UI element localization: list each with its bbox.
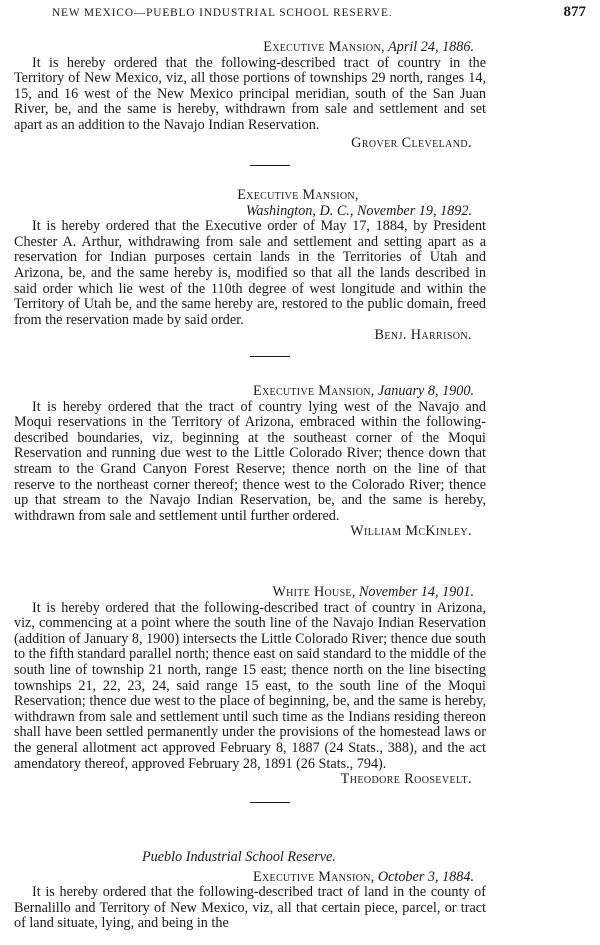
dateline: Executive Mansion, October 3, 1884.: [253, 868, 474, 885]
running-title: NEW MEXICO—PUEBLO INDUSTRIAL SCHOOL RESERVE.: [52, 7, 393, 19]
page-number: 877: [563, 4, 586, 20]
order-1900: [14, 384, 486, 540]
dateline-place: Executive Mansion: [263, 39, 381, 55]
order-text: It is hereby ordered that the following-described tract of country in Arizona, viz, commencing at a point where the south line of the Navajo Indian Reservation (addition of January 8, 1900) intersects the Little Colorado River; thence due south to the fifth standard parallel north; thence east on said standard to the middle of the south line of township 21 north, range 15 east; thence north on the line bisecting townships 21, 22, 23, 24, said range 15 east, to the south line of the Moqui Reservation; thence due west to the place of beginning, be, and the same is hereby, withdrawn from sale and settlement until such time as the Indians residing thereon shall have been settled permanently under the provisions of the homestead laws or the general allotment act approved February 8, 1887 (24 Stats., 388), and the act amendatory thereof, approved February 28, 1891 (26 Stats., 794).: [14, 599, 486, 772]
order-text: It is hereby ordered that the following-described tract of land in the county of Bernalillo and Territory of New Mexico, viz, all that certain piece, parcel, or tract of land situate, lying, and being in the: [14, 884, 486, 932]
dateline-place: White House: [272, 584, 352, 600]
dateline-location: Washington, D. C., November 19, 1892.: [245, 202, 472, 219]
section-heading: Pueblo Industrial School Reserve.: [142, 849, 336, 865]
signature: Theodore Roosevelt.: [340, 771, 472, 788]
order-1886: [14, 40, 486, 166]
separator-rule: [250, 802, 290, 803]
separator-rule: [250, 165, 290, 166]
order-text: It is hereby ordered that the Executive order of May 17, 1884, by President Chester A. Arthur, withdrawing from sale and settlement and setting apart as a reservation for Indian purposes certain lands in the Territories of Utah and Arizona, be, and the same hereby is, modified so that all the lands described in said order which lie west of the 110th degree of west longitude and within the Territory of Utah be, and the same hereby are, restored to the public domain, freed from the reservation made by said order.: [14, 218, 486, 328]
dateline-date: October 3, 1884.: [377, 868, 474, 885]
order-1892: [14, 188, 486, 357]
signature: Benj. Harrison.: [374, 327, 472, 344]
signature: Grover Cleveland.: [351, 134, 472, 151]
dateline: White House, November 14, 1901.: [272, 584, 474, 600]
dateline-date: January 8, 1900.: [377, 383, 474, 399]
order-1901: [14, 585, 486, 803]
order-text: It is hereby ordered that the following-described tract of country in the Territory of New Mexico, viz, all those portions of townships 29 north, ranges 14, 15, and 16 west of the New Mexico principal meridian, south of the San Juan River, be, and the same is hereby, withdrawn from sale and settlement and set apart as an addition to the Navajo Indian Reservation.: [14, 54, 486, 133]
dateline: Executive Mansion, April 24, 1886.: [263, 39, 474, 55]
dateline: Executive Mansion, January 8, 1900.: [253, 383, 474, 399]
order-text: It is hereby ordered that the tract of country lying west of the Navajo and Moqui reservations in the Territory of Arizona, embraced within the following-described boundaries, viz, beginning at the southeast corner of the Moqui Reservation and running due west to the Little Colorado River; thence down that stream to the Grand Canyon Forest Reserve; thence north on the line of that reserve to the northeast corner thereof; thence west to the Colorado River; thence up that stream to the Navajo Indian Reservation, be, and the same is hereby, withdrawn from sale and settlement until further ordered.: [14, 398, 486, 524]
separator-rule: [250, 356, 290, 357]
signature: William McKinley.: [350, 523, 472, 540]
running-head: [52, 6, 586, 22]
dateline-date: November 14, 1901.: [358, 584, 474, 600]
dateline-place: Executive Mansion: [253, 868, 371, 885]
dateline-date: April 24, 1886.: [388, 39, 474, 55]
dateline-place: Executive Mansion: [253, 383, 371, 399]
dateline-place: Executive Mansion,: [237, 187, 359, 203]
pueblo-section: [14, 850, 486, 932]
